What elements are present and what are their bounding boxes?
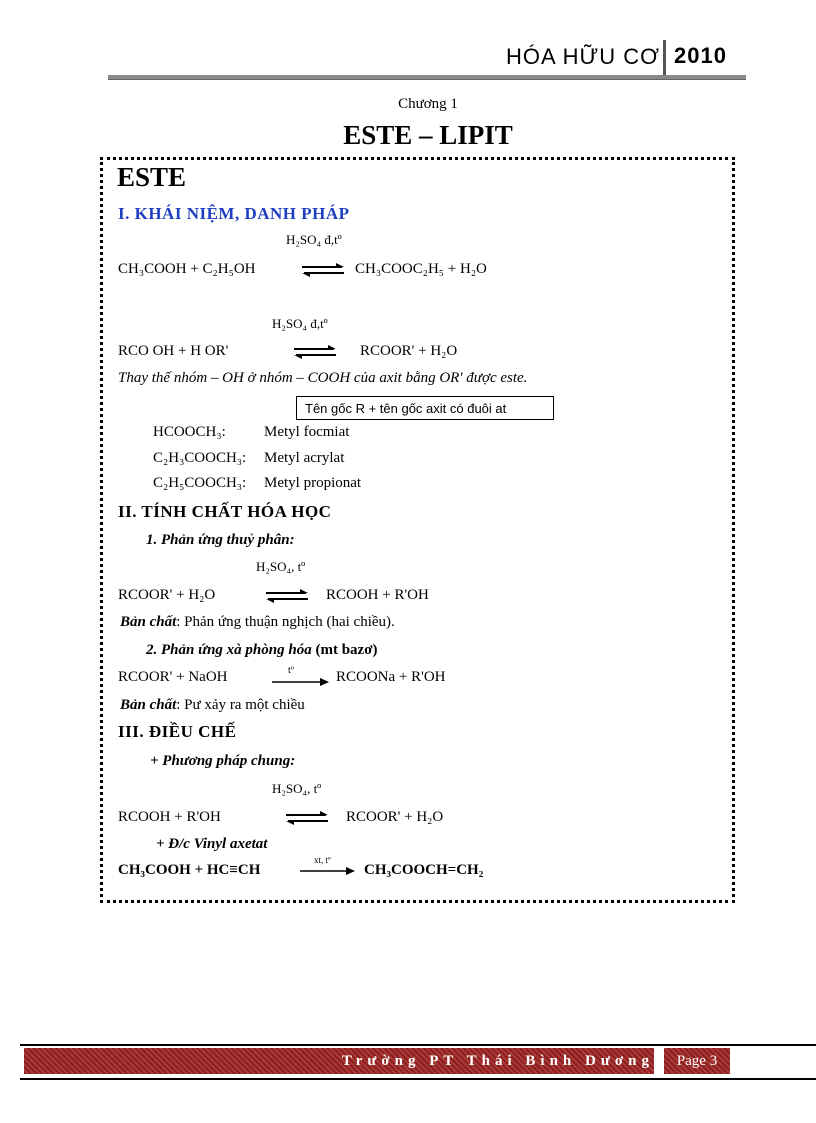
saponification-line [146,642,378,659]
saponification-subtitle: 2. Phản ứng xà phòng hóa [146,642,312,658]
vinyl-arrow [300,866,356,876]
hydrolysis-left: RCOOR' + H₂O [118,587,216,603]
hydrolysis-subtitle: 1. Phản ứng thuỷ phân: [146,532,295,548]
vinyl-left: CH₃COOH + HC≡CH [118,862,261,878]
eq2-condition: H₂SO₄ đ,tº [272,316,328,331]
example1-name: Metyl focmiat [264,424,350,440]
footer-page-number: Page 3 [664,1048,730,1074]
example1-formula: HCOOCH₃: [153,424,226,440]
header-year: 2010 [674,43,727,68]
section1-title: I. KHÁI NIỆM, DANH PHÁP [118,204,350,223]
eq2-left: RCO OH + H OR' [118,343,229,359]
method-left: RCOOH + R'OH [118,809,221,825]
vinyl-right: CH₃COOCH=CH₂ [364,862,484,878]
example2-formula: C₂H₃COOCH₃: [153,450,247,466]
header-rule [108,75,746,80]
method-condition: H₂SO₄, tº [272,781,322,796]
eq1-equilibrium-arrow [300,263,346,277]
nature2-text: : Pư xảy ra một chiều [176,697,305,713]
saponification-right: RCOONa + R'OH [336,669,446,685]
nature2-label: Bản chất [120,697,177,713]
nature2-line [120,697,305,714]
saponification-condition: tº [288,665,294,676]
section3-title: III. ĐIỀU CHẾ [118,722,237,741]
hydrolysis-condition: H₂SO₄, tº [256,559,306,574]
example3-formula: C₂H₅COOCH₃: [153,475,247,491]
naming-rule-box: Tên gốc R + tên gốc axit có đuôi at [296,396,554,420]
header-separator [663,40,666,76]
vinyl-label: + Đ/c Vinyl axetat [156,836,268,852]
page-title: ESTE – LIPIT [343,120,513,150]
method-label: + Phương pháp chung: [150,753,296,769]
saponification-arrow [272,677,330,687]
eq1-right: CH₃COOC₂H₅ + H₂O [355,261,487,277]
nature1-line [120,614,395,631]
footer-school: Trường PT Thái Bình Dương [341,1053,654,1069]
eq1-condition: H₂SO₄ đ,tº [286,232,342,247]
definition-note: Thay thế nhóm – OH ở nhóm – COOH của axit bằng OR' được este. [118,370,528,386]
nature1-label: Bản chất [120,614,177,630]
example2-name: Metyl acrylat [264,450,345,466]
eq1-left: CH₃COOH + C₂H₅OH [118,261,256,277]
method-right: RCOOR' + H₂O [346,809,444,825]
box-heading: ESTE [117,162,187,192]
vinyl-condition: xt, tº [314,855,331,865]
hydrolysis-equilibrium-arrow [264,589,310,603]
eq2-equilibrium-arrow [292,345,338,359]
example3-name: Metyl propionat [264,475,362,491]
nature1-text: : Phản ứng thuận nghịch (hai chiều). [176,614,395,630]
section2-title: II. TÍNH CHẤT HÓA HỌC [118,502,332,521]
method-text: + Phương pháp chung [150,753,291,769]
method-equilibrium-arrow [284,811,330,825]
chapter-label: Chương 1 [398,96,458,112]
saponification-left: RCOOR' + NaOH [118,669,228,685]
saponification-medium: (mt bazơ) [315,642,378,658]
header-title: HÓA HỮU CƠ [506,44,660,69]
eq2-right: RCOOR' + H₂O [360,343,458,359]
hydrolysis-right: RCOOH + R'OH [326,587,429,603]
